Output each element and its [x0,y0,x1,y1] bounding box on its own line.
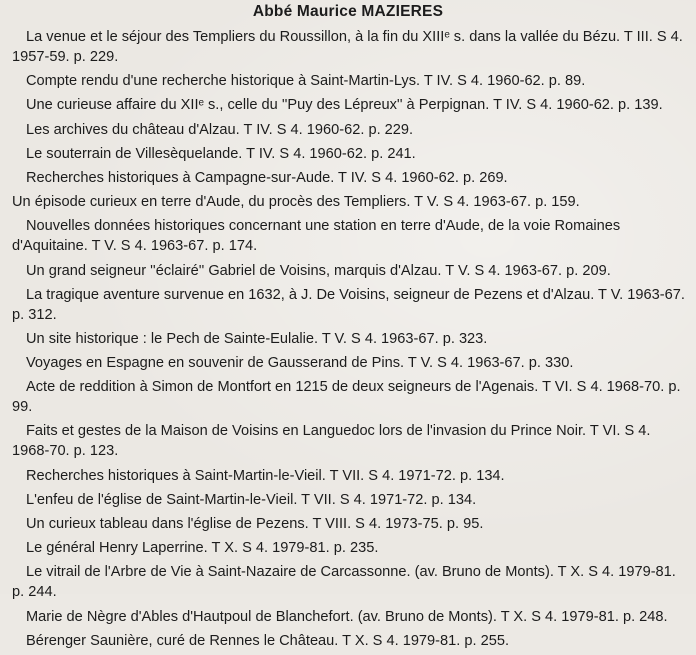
author-heading: Abbé Maurice MAZIERES [252,3,444,20]
bibliography-entry: Acte de reddition à Simon de Montfort en 1215 de deux seigneurs de l'Agenais. T VI. S 4. 1968-70. p. 99. [12,379,681,416]
bibliography-entry: Les archives du château d'Alzau. T IV. S 4. 1960-62. p. 229. [26,121,414,138]
bibliography-entry: Une curieuse affaire du XIIᵉ s., celle du ''Puy des Lépreux'' à Perpignan. T IV. S 4. 1960-62. p. 139. [26,97,663,114]
bibliography-entry: Un grand seigneur ''éclairé'' Gabriel de Voisins, marquis d'Alzau. T V. S 4. 1963-67. p. 209. [26,262,611,279]
bibliography-entry: Voyages en Espagne en souvenir de Gausserand de Pins. T V. S 4. 1963-67. p. 330. [26,355,574,372]
bibliography-entry: Bérenger Saunière, curé de Rennes le Château. T X. S 4. 1979-81. p. 255. [26,632,509,649]
bibliography-entry: Nouvelles données historiques concernant une station en terre d'Aude, de la voie Romaines d'Aquitaine. T V. S 4. 1963-67. p. 174. [12,218,621,255]
bibliography-entry: Marie de Nègre d'Ables d'Hautpoul de Blanchefort. (av. Bruno de Monts). T X. S 4. 1979-81. p. 248. [26,608,668,625]
bibliography-entry: La venue et le séjour des Templiers du Roussillon, à la fin du XIIIᵉ s. dans la vallée du Bézu. T III. S 4. 1957-59. p. 229. [12,29,683,65]
bibliography-entry: L'enfeu de l'église de Saint-Martin-le-Vieil. T VII. S 4. 1971-72. p. 134. [26,491,477,508]
bibliography-entry: Faits et gestes de la Maison de Voisins en Languedoc lors de l'invasion du Prince Noir. T VI. S 4. 1968-70. p. 123. [12,423,651,460]
bibliography-entry: Un site historique : le Pech de Sainte-Eulalie. T V. S 4. 1963-67. p. 323. [26,330,488,347]
bibliography-entry: Un curieux tableau dans l'église de Pezens. T VIII. S 4. 1973-75. p. 95. [26,516,484,532]
bibliography-entry: La tragique aventure survenue en 1632, à J. De Voisins, seigneur de Pezens et d'Alzau. T V. 1963-67. p. 312. [12,286,685,323]
bibliography-entry: Compte rendu d'une recherche historique à Saint-Martin-Lys. T IV. S 4. 1960-62. p. 89. [26,73,586,90]
bibliography-entry: Recherches historiques à Campagne-sur-Aude. T IV. S 4. 1960-62. p. 269. [26,169,508,186]
bibliography-entry: Recherches historiques à Saint-Martin-le-Vieil. T VII. S 4. 1971-72. p. 134. [26,467,505,484]
bibliography-list [12,27,688,655]
bibliography-entry: Le vitrail de l'Arbre de Vie à Saint-Nazaire de Carcassonne. (av. Bruno de Monts). T X. S 4. 1979-81. p. 244. [12,564,676,601]
bibliography-entry: Le général Henry Laperrine. T X. S 4. 1979-81. p. 235. [26,540,379,557]
bibliography-entry: Le souterrain de Villesèquelande. T IV. S 4. 1960-62. p. 241. [26,145,416,162]
bibliography-entry: Un épisode curieux en terre d'Aude, du procès des Templiers. T V. S 4. 1963-67. p. 159. [12,194,580,211]
